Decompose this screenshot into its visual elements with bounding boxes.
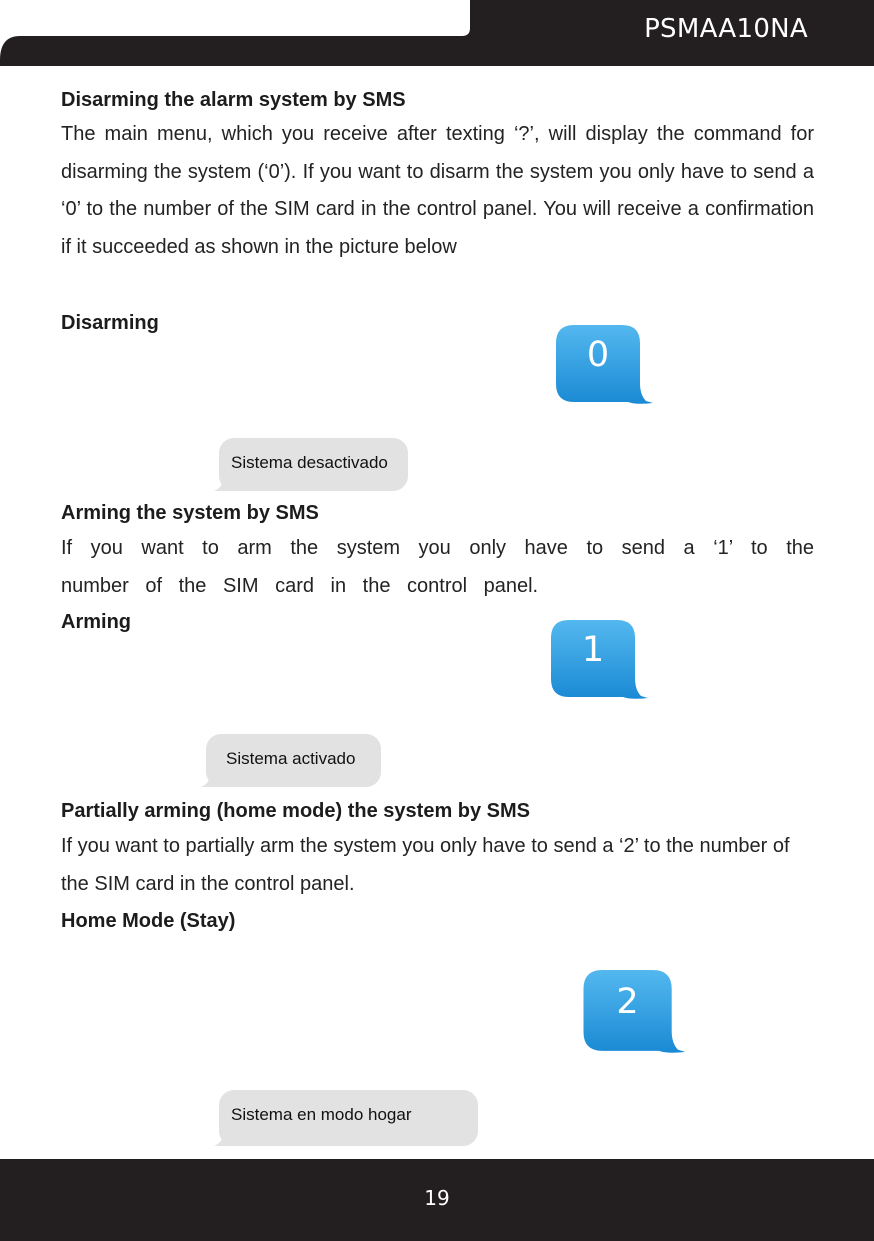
sent-digit: 2	[616, 982, 639, 1022]
sent-digit: 0	[586, 335, 610, 375]
header-bar	[0, 0, 874, 66]
section-heading: Partially arming (home mode) the system by SMS	[61, 800, 531, 822]
section-body: If you want to partially arm the system you only have to send a ‘2’ to the number of the SIM card in the control panel.	[61, 835, 790, 895]
footer-bar	[0, 1159, 874, 1241]
received-text: Sistema en modo hogar	[231, 1105, 412, 1124]
arm-section	[61, 499, 814, 605]
sent-digit: 1	[581, 630, 605, 670]
received-message-bubble	[219, 1090, 478, 1146]
arming-subheading: Arming	[61, 611, 131, 633]
sent-message-bubble	[551, 620, 651, 705]
sent-message-bubble	[583, 970, 689, 1059]
section-heading: Arming the system by SMS	[61, 502, 319, 524]
disarming-subheading: Disarming	[61, 312, 159, 334]
disarm-section	[61, 86, 814, 266]
received-text: Sistema desactivado	[231, 453, 388, 472]
gray-bubble-tail-icon	[201, 771, 219, 787]
home-mode-subheading: Home Mode (Stay)	[61, 910, 236, 932]
gray-bubble-tail-icon	[214, 475, 232, 491]
section-body: The main menu, which you receive after texting ‘?’, will display the command for disarming the system (‘0’). If you want to disarm the system you only have to send a ‘0’ to the number of the SIM card in the control panel. You will receive a confirmation if it succeeded as shown in the picture below	[61, 123, 814, 258]
gray-bubble-tail-icon	[214, 1130, 232, 1146]
home-mode-section	[61, 797, 814, 903]
model-number: PSMAA10NA	[644, 14, 808, 44]
received-text: Sistema activado	[226, 749, 356, 768]
page-number: 19	[424, 1186, 450, 1210]
section-heading: Disarming the alarm system by SMS	[61, 89, 406, 111]
section-body: If you want to arm the system you only have to send a ‘1’ to the number of the SIM card in the control panel.	[61, 537, 814, 597]
sent-message-bubble	[556, 325, 656, 410]
received-message-bubble	[219, 438, 408, 491]
received-message-bubble	[206, 734, 381, 787]
